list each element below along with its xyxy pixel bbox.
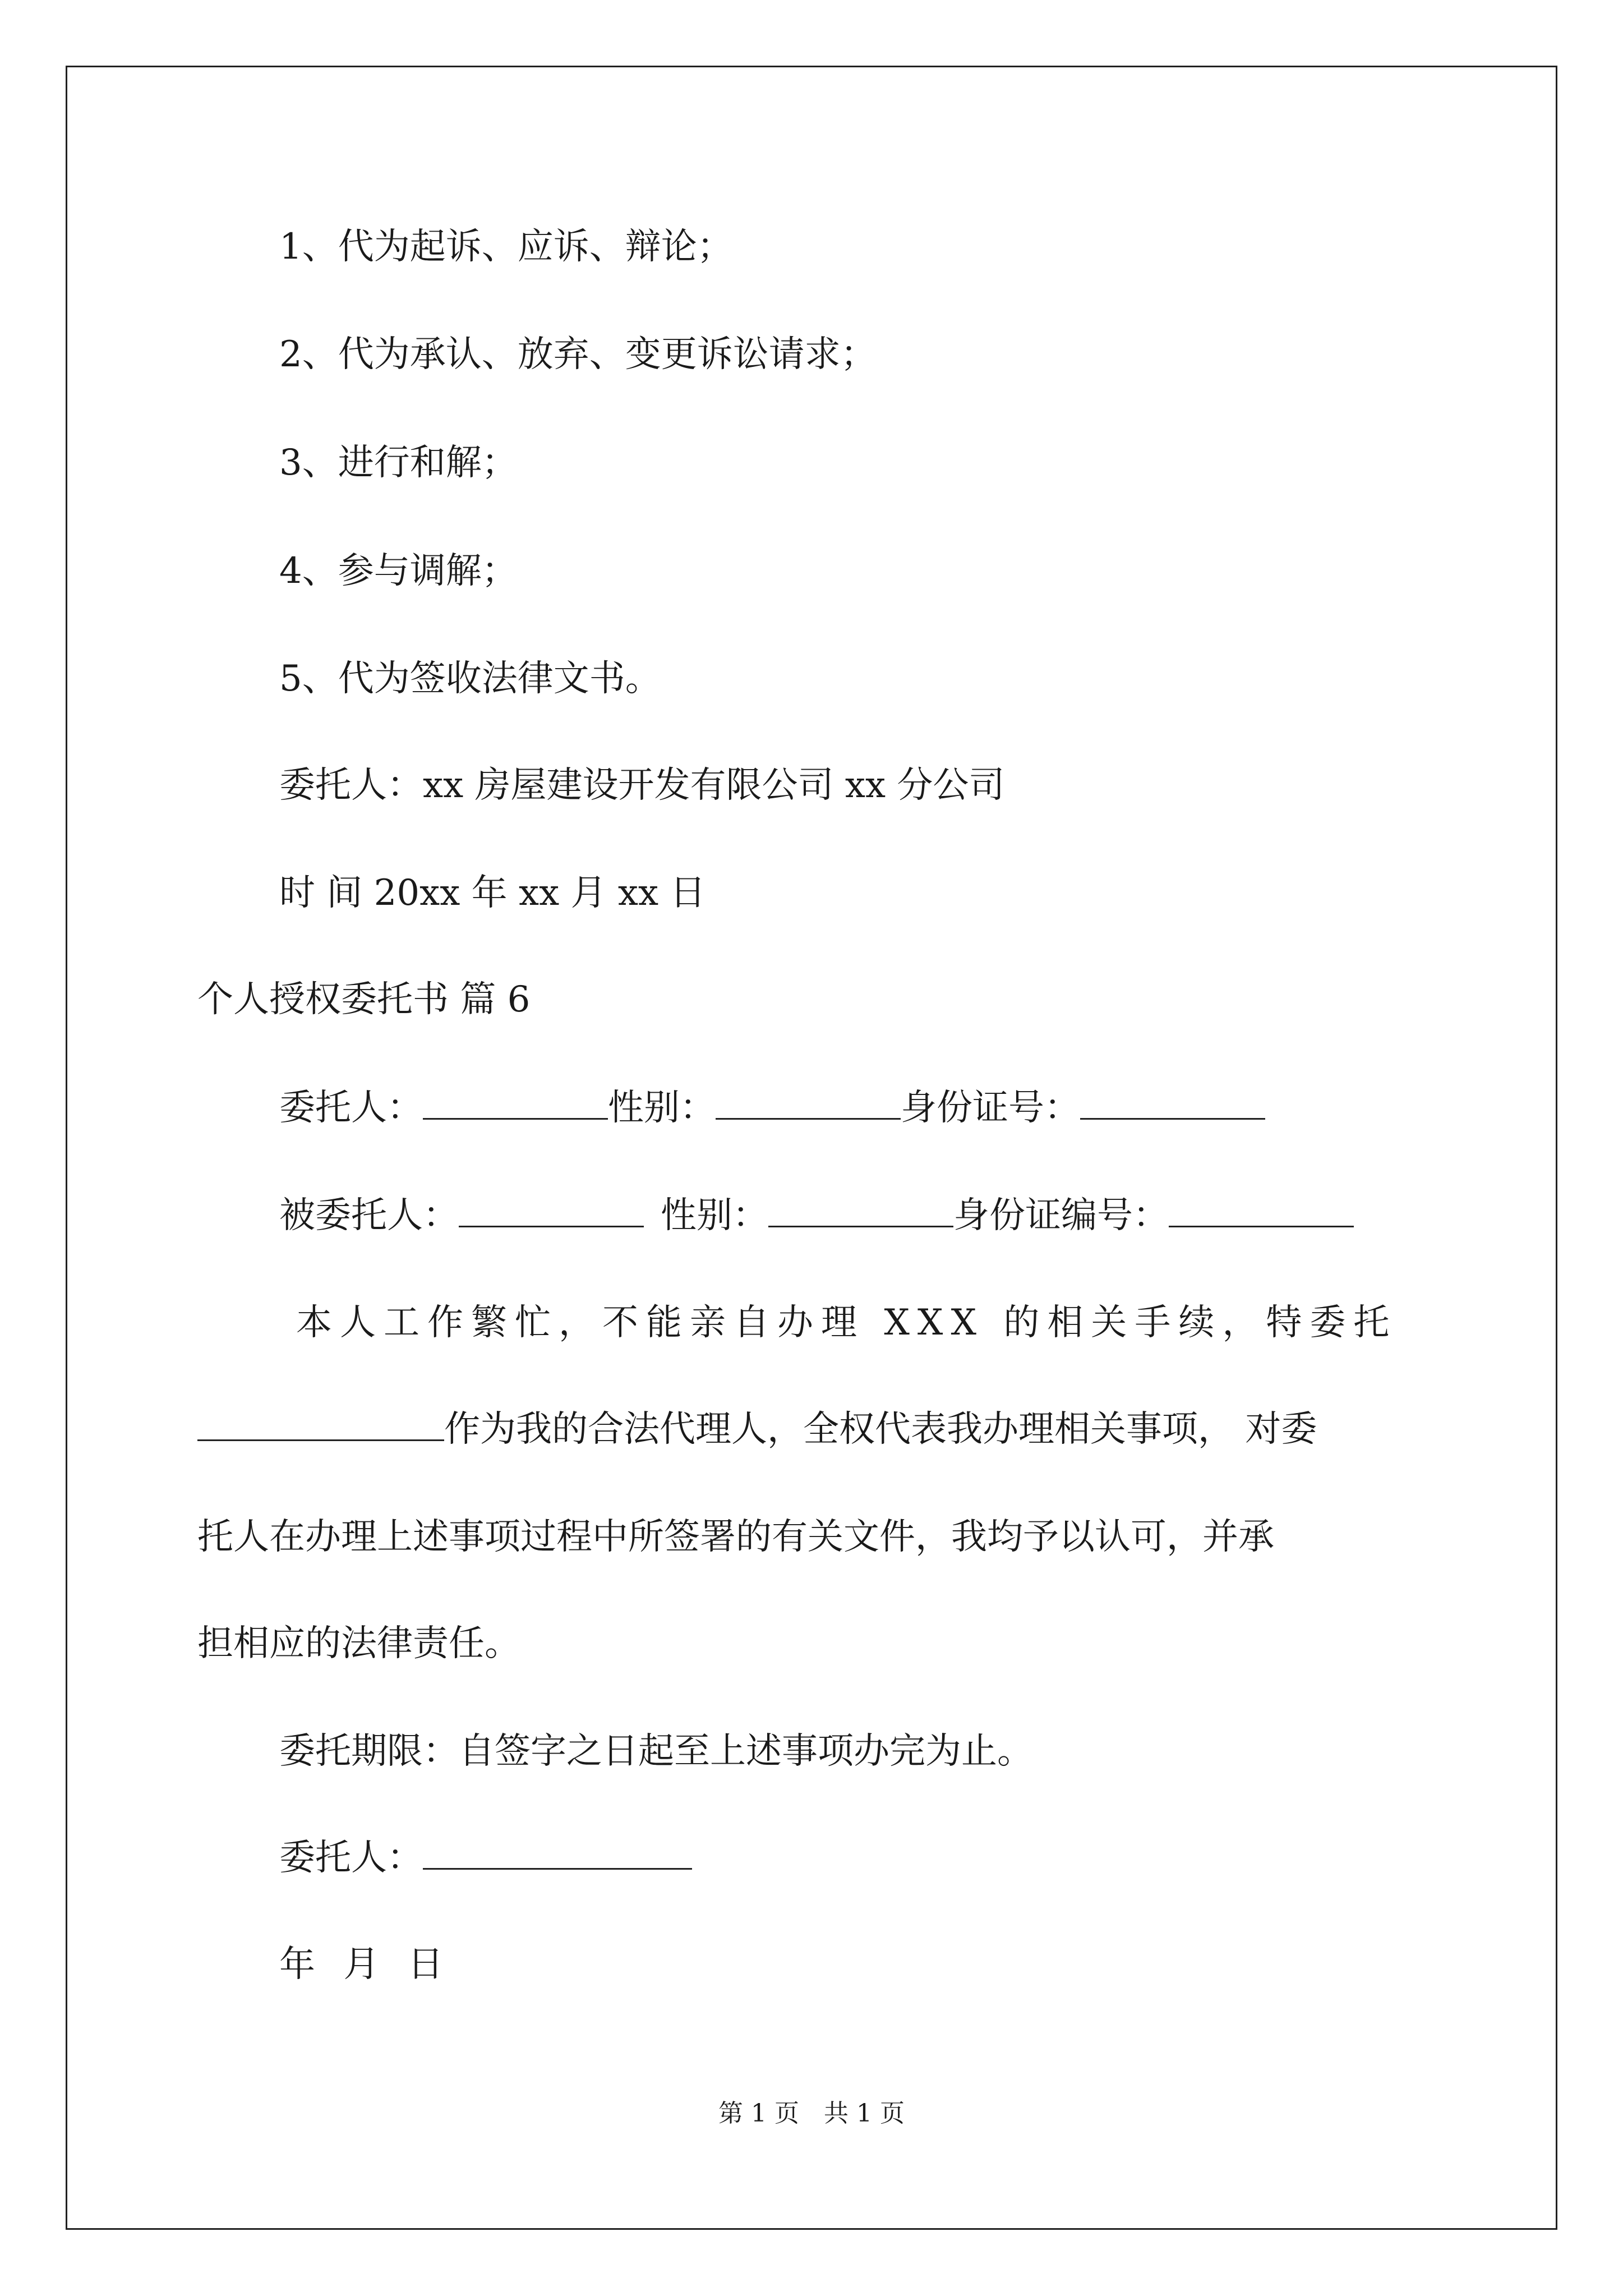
principal-gender-label: 性别：	[608, 1087, 716, 1129]
agent-gender-blank	[768, 1194, 953, 1227]
page-footer: 第 1 页 共 1 页	[718, 2099, 905, 2128]
signature-blank	[423, 1837, 692, 1870]
body-line-2-text: 作为我的合法代理人，全权代表我办理相关事项， 对委	[444, 1409, 1317, 1450]
body-line-1: 本人工作繁忙，不能亲自办理 XXX 的相关手续，特委托	[296, 1302, 1398, 1343]
signature-label: 委托人：	[279, 1837, 423, 1879]
section-title: 个人授权委托书 篇 6	[197, 979, 531, 1020]
item-4: 4、参与调解；	[279, 550, 518, 592]
agent-id-blank	[1169, 1194, 1354, 1227]
principal-label: 委托人：	[279, 1087, 423, 1129]
principal-line	[279, 1085, 1265, 1130]
item-3: 3、进行和解；	[279, 442, 518, 484]
principal-name-blank	[423, 1087, 608, 1120]
principal-id-label: 身份证号：	[901, 1087, 1080, 1129]
signature-line	[279, 1835, 692, 1880]
agent-id-label: 身份证编号：	[953, 1195, 1169, 1236]
principal-id-blank	[1080, 1087, 1265, 1120]
body-line-2	[197, 1407, 1317, 1452]
item-1: 1、代为起诉、应诉、辩论；	[279, 226, 733, 268]
term-line: 委托期限：自签字之日起至上述事项办完为止。	[279, 1731, 1033, 1772]
page-border	[66, 66, 1557, 2230]
entrusting-party-line: 委托人：xx 房屋建设开发有限公司 xx 分公司	[279, 765, 1005, 806]
agent-label: 被委托人：	[279, 1195, 459, 1236]
body-line-4: 担相应的法律责任。	[197, 1623, 520, 1664]
body-line-3: 托人在办理上述事项过程中所签署的有关文件，我均予以认可，并承	[197, 1516, 1274, 1558]
agent-blank-inline	[197, 1408, 444, 1441]
agent-gender-label: 性别：	[661, 1195, 768, 1236]
item-5: 5、代为签收法律文书。	[279, 658, 661, 700]
principal-gender-blank	[716, 1087, 901, 1120]
date-line: 年 月 日	[279, 1944, 444, 1985]
item-2: 2、代为承认、放弃、变更诉讼请求；	[279, 334, 877, 375]
agent-line	[279, 1193, 1354, 1238]
agent-name-blank	[459, 1194, 644, 1227]
time-line: 时 间 20xx 年 xx 月 xx 日	[279, 872, 706, 914]
